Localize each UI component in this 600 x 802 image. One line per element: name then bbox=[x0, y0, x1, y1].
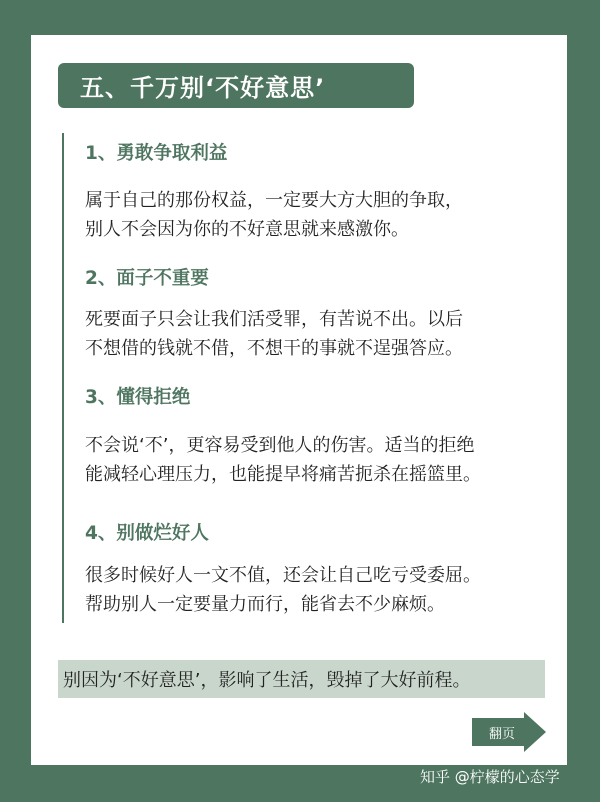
bottom-note: 别因为‘不好意思’，影响了生活，毁掉了大好前程。 bbox=[58, 660, 545, 698]
heading-2: 2、面子不重要 bbox=[85, 268, 209, 289]
paragraph-1 bbox=[85, 186, 463, 244]
paragraph-4-line-1: 很多时候好人一文不值，还会让自己吃亏受委屈。 bbox=[85, 565, 481, 586]
next-page-label: 翻页 bbox=[488, 726, 515, 742]
paragraph-1-line-1: 属于自己的那份权益，一定要大方大胆的争取， bbox=[85, 190, 463, 211]
paragraph-2 bbox=[85, 305, 463, 363]
vertical-divider bbox=[62, 133, 64, 623]
paragraph-3 bbox=[85, 431, 481, 489]
section-title: 五、千万别‘不好意思’ bbox=[58, 63, 414, 108]
paragraph-2-line-1: 死要面子只会让我们活受罪，有苦说不出。以后 bbox=[85, 309, 463, 330]
heading-3: 3、懂得拒绝 bbox=[85, 387, 191, 408]
paragraph-3-line-2: 能减轻心理压力，也能提早将痛苦扼杀在摇篮里。 bbox=[85, 464, 481, 485]
paragraph-1-line-2: 别人不会因为你的不好意思就来感激你。 bbox=[85, 219, 409, 240]
next-page-button[interactable] bbox=[472, 712, 546, 752]
heading-4: 4、别做烂好人 bbox=[85, 523, 209, 544]
watermark: 知乎 @柠檬的心态学 bbox=[420, 768, 560, 786]
paragraph-3-line-1: 不会说‘不’，更容易受到他人的伤害。适当的拒绝 bbox=[85, 435, 475, 456]
heading-1: 1、勇敢争取利益 bbox=[85, 143, 228, 164]
paragraph-4 bbox=[85, 561, 481, 619]
paragraph-4-line-2: 帮助别人一定要量力而行，能省去不少麻烦。 bbox=[85, 594, 445, 615]
paragraph-2-line-2: 不想借的钱就不借，不想干的事就不逞强答应。 bbox=[85, 338, 463, 359]
